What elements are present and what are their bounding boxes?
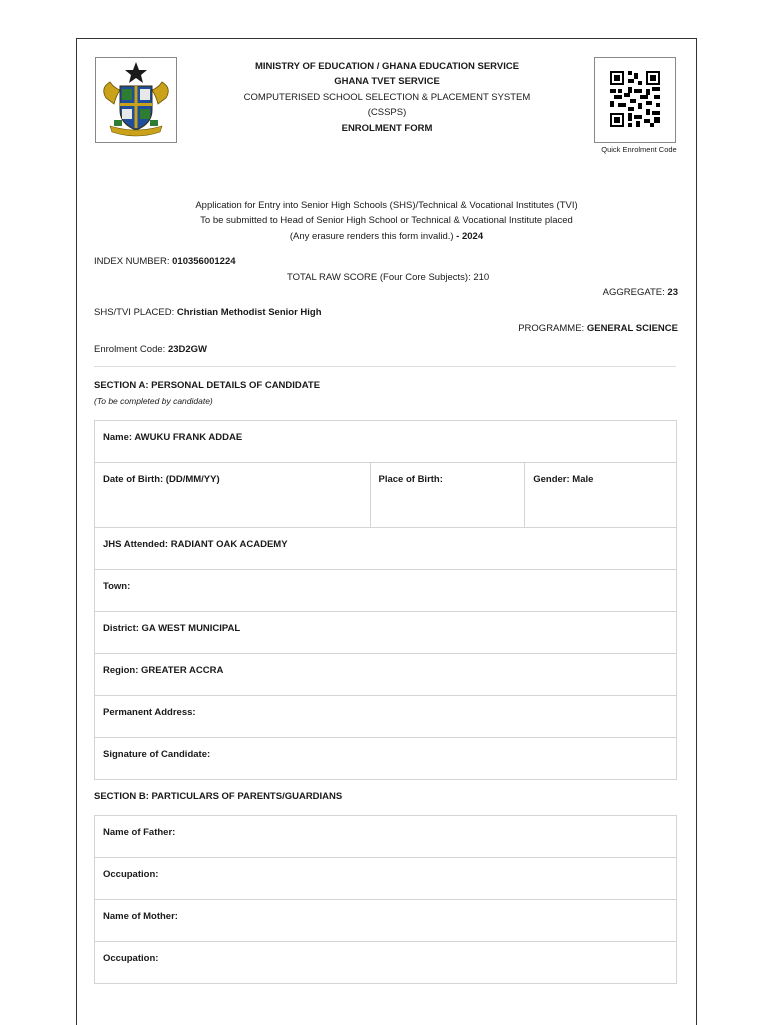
candidate-name: Name: AWUKU FRANK ADDAE <box>103 432 243 443</box>
place-of-birth-field[interactable] <box>370 463 525 528</box>
date-of-birth-field[interactable] <box>95 463 371 528</box>
mother-occupation-field[interactable] <box>95 942 677 984</box>
aggregate-value: 23 <box>667 287 678 298</box>
permanent-address-label: Permanent Address: <box>103 707 196 718</box>
date-of-birth-label: Date of Birth: (DD/MM/YY) <box>103 474 220 485</box>
intro-line-1: Application for Entry into Senior High Schools (SHS)/Technical & Vocational Institutes (TVI) <box>195 200 578 211</box>
enrolment-code-value: 23D2GW <box>167 344 208 355</box>
programme <box>518 323 678 334</box>
region: Region: GREATER ACCRA <box>103 665 224 676</box>
jhs-attended-field[interactable] <box>95 528 677 570</box>
father-occupation-field[interactable] <box>95 858 677 900</box>
ministry-title: MINISTRY OF EDUCATION / GHANA EDUCATION SERVICE <box>254 61 520 72</box>
programme-label: PROGRAMME: <box>518 323 587 334</box>
service-title: GHANA TVET SERVICE <box>334 76 440 87</box>
erasure-note: (Any erasure renders this form invalid.) <box>289 231 454 242</box>
intro-line-3 <box>137 229 636 245</box>
region-field[interactable] <box>95 654 677 696</box>
mother-name-field[interactable] <box>95 900 677 942</box>
mother-name-label: Name of Mother: <box>103 911 178 922</box>
district-field[interactable] <box>95 612 677 654</box>
index-number-label: INDEX NUMBER: <box>94 256 173 267</box>
shs-placed <box>94 307 322 318</box>
father-name-field[interactable] <box>95 816 677 858</box>
section-b-title: SECTION B: PARTICULARS OF PARENTS/GUARDIANS <box>94 791 343 802</box>
raw-score-label: TOTAL RAW SCORE (Four Core Subjects): <box>287 272 474 283</box>
signature-label: Signature of Candidate: <box>103 749 211 760</box>
divider <box>94 366 676 367</box>
index-number-value: 010356001224 <box>172 256 236 267</box>
parents-table <box>94 815 677 984</box>
jhs-attended: JHS Attended: RADIANT OAK ACADEMY <box>103 539 288 550</box>
section-a-note: (To be completed by candidate) <box>94 396 213 406</box>
form-title: ENROLMENT FORM <box>341 123 433 134</box>
permanent-address-field[interactable] <box>95 696 677 738</box>
signature-field[interactable] <box>95 738 677 780</box>
aggregate-label: AGGREGATE: <box>602 287 668 298</box>
gender-field[interactable] <box>525 463 677 528</box>
coat-of-arms-icon <box>95 57 177 143</box>
shs-placed-label: SHS/TVI PLACED: <box>94 307 177 318</box>
shs-placed-value: Christian Methodist Senior High <box>176 307 322 318</box>
section-a-title: SECTION A: PERSONAL DETAILS OF CANDIDATE <box>94 380 321 391</box>
enrolment-code-label: Enrolment Code: <box>94 344 168 355</box>
district: District: GA WEST MUNICIPAL <box>103 623 241 634</box>
aggregate <box>603 287 678 298</box>
gender: Gender: Male <box>533 474 594 485</box>
town-label: Town: <box>103 581 131 592</box>
qr-caption: Quick Enrolment Code <box>601 145 677 154</box>
enrolment-code <box>94 344 207 355</box>
system-title: COMPUTERISED SCHOOL SELECTION & PLACEMENT SYSTEM <box>243 92 531 103</box>
father-occupation-label: Occupation: <box>103 869 159 880</box>
intro-year: 2024 <box>461 231 484 242</box>
place-of-birth-label: Place of Birth: <box>378 474 443 485</box>
programme-value: GENERAL SCIENCE <box>586 323 678 334</box>
enrolment-form-page <box>76 38 697 1025</box>
intro-line-2: To be submitted to Head of Senior High School or Technical & Vocational Institute placed <box>200 215 573 226</box>
intro-separator: - <box>453 231 462 242</box>
raw-score-value: 210 <box>473 272 490 283</box>
mother-occupation-label: Occupation: <box>103 953 159 964</box>
index-number <box>94 256 236 267</box>
candidate-name-field[interactable] <box>95 421 677 463</box>
system-abbrev: (CSSPS) <box>367 107 407 118</box>
total-raw-score <box>287 272 489 283</box>
town-field[interactable] <box>95 570 677 612</box>
father-name-label: Name of Father: <box>103 827 176 838</box>
personal-details-table <box>94 420 677 780</box>
qr-code-icon <box>594 57 676 143</box>
